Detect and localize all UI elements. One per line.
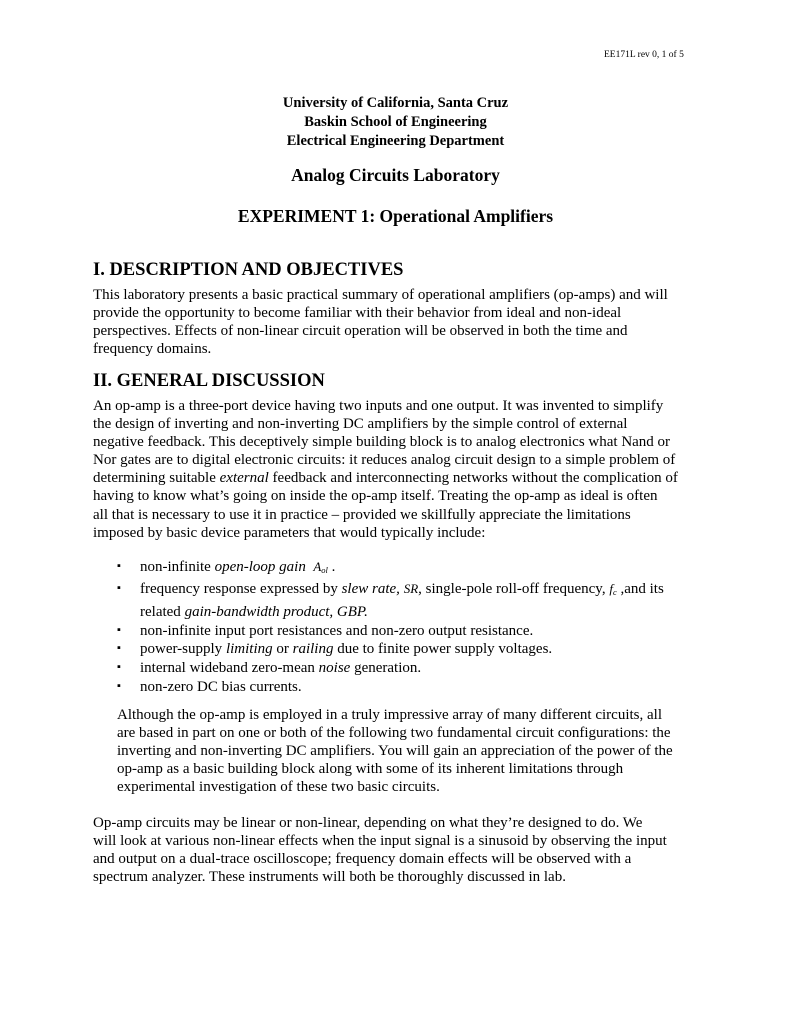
paragraph-line: op-amp as a basic building block along with some of its inherent limitations through (117, 761, 624, 778)
institution-block (0, 94, 791, 151)
paragraph-line: spectrum analyzer. These instruments will both be thoroughly discussed in lab. (93, 869, 566, 886)
text-run: determining suitable (93, 470, 220, 487)
emphasis-noise: noise (318, 659, 351, 676)
symbol-a: A (313, 559, 322, 574)
paragraph-line (93, 469, 678, 487)
paragraph-line: having to know what’s going on inside the op-amp itself. Treating the op-amp as ideal is often (93, 488, 658, 505)
text-run: or (272, 641, 293, 658)
paragraph-line: An op-amp is a three-port device having two inputs and one output. It was invented to simplify (93, 398, 664, 414)
list-item (117, 678, 664, 697)
text-run: frequency response expressed by (140, 580, 342, 597)
section-1-heading: I. DESCRIPTION AND OBJECTIVES (93, 260, 404, 280)
list-item (117, 580, 664, 602)
section-2-heading: II. GENERAL DISCUSSION (93, 371, 325, 391)
emphasis-open-loop-gain: open-loop gain (214, 559, 306, 575)
emphasis-gbp: gain-bandwidth product, GBP. (184, 604, 368, 621)
text-run: , single-pole roll-off frequency, (418, 580, 610, 597)
text-run: . (327, 559, 336, 575)
university-name: University of California, Santa Cruz (282, 95, 509, 111)
paragraph-line: all that is necessary to use it in practice – provided we skillfully appreciate the limitations (93, 506, 631, 523)
bullet-square-icon: ▪ (117, 623, 121, 636)
text-run: generation. (350, 659, 422, 676)
text-run: internal wideband zero-mean (140, 659, 319, 676)
list-item (117, 659, 664, 678)
bullet-square-icon: ▪ (117, 660, 121, 673)
symbol-sr: SR (403, 580, 419, 596)
text-run: ,and its (620, 580, 664, 597)
bullet-square-icon: ▪ (117, 581, 121, 594)
paragraph-line: the design of inverting and non-inverting DC amplifiers by the simple control of external (93, 416, 628, 433)
emphasis-railing: railing (292, 641, 334, 658)
subscript-ol: ol (321, 565, 328, 575)
paragraph-line: frequency domains. (93, 341, 212, 358)
paragraph-line: inverting and non-inverting DC amplifiers. You will gain an appreciation of the power of the (117, 743, 673, 760)
paragraph-line: will look at various non-linear effects when the input signal is a sinusoid by observing the input (93, 833, 667, 850)
list-item (117, 640, 664, 659)
text-run: power-supply (140, 641, 226, 658)
paragraph-line: perspectives. Effects of non-linear circuit operation will be observed in both the time and (93, 323, 628, 340)
paragraph-line: and output on a dual-trace oscilloscope; frequency domain effects will be observed with a (93, 851, 632, 868)
emphasis-slew-rate: slew rate, (341, 580, 404, 597)
section-2-indented-paragraph (117, 706, 673, 796)
experiment-title: EXPERIMENT 1: Operational Amplifiers (237, 206, 554, 226)
list-item (117, 558, 664, 580)
bullet-square-icon: ▪ (117, 642, 121, 655)
text-run: related (140, 604, 185, 621)
emphasis-external: external (219, 470, 269, 487)
department-name: Electrical Engineering Department (286, 133, 505, 149)
section-1-paragraph (93, 286, 668, 358)
text-run: due to finite power supply voltages. (333, 641, 553, 658)
paragraph-line: negative feedback. This deceptively simple building block is to analog electronics what Nand or (93, 434, 671, 451)
paragraph-line: provide the opportunity to become familiar with their behavior from ideal and non-ideal (93, 305, 622, 322)
paragraph-line: Nor gates are to digital electronic circuits: it reduces analog circuit design to a simple problem of (93, 452, 676, 469)
paragraph-line: are based in part on one or both of the following two fundamental circuit configurations: the (117, 725, 671, 742)
text-run: non-infinite input port resistances and non-zero output resistance. (140, 622, 534, 639)
section-2-intro-paragraph (93, 397, 678, 542)
text-run: feedback and interconnecting networks without the complication of (268, 470, 678, 487)
paragraph-line: imposed by basic device parameters that would typically include: (93, 524, 486, 541)
subscript-c: c (612, 586, 617, 597)
paragraph-line: experimental investigation of these two basic circuits. (117, 779, 440, 796)
list-item (117, 622, 664, 641)
page-header-reference: EE171L rev 0, 1 of 5 (604, 50, 684, 60)
bullet-square-icon: ▪ (117, 560, 121, 572)
section-2-closing-paragraph (93, 814, 667, 886)
device-parameter-list (117, 558, 664, 696)
paragraph-line: This laboratory presents a basic practical summary of operational amplifiers (op-amps) and will (93, 287, 668, 303)
list-item-continuation (117, 601, 664, 622)
symbol-f: f (609, 580, 613, 596)
school-name: Baskin School of Engineering (304, 114, 487, 130)
emphasis-limiting: limiting (225, 641, 273, 658)
text-run: non-infinite (140, 559, 215, 575)
paragraph-line: Op-amp circuits may be linear or non-linear, depending on what they’re designed to do. We (93, 815, 643, 831)
paragraph-line: Although the op-amp is employed in a truly impressive array of many different circuits, all (117, 707, 662, 723)
text-run: non-zero DC bias currents. (140, 678, 302, 695)
bullet-square-icon: ▪ (117, 679, 121, 692)
lab-title: Analog Circuits Laboratory (291, 165, 500, 185)
